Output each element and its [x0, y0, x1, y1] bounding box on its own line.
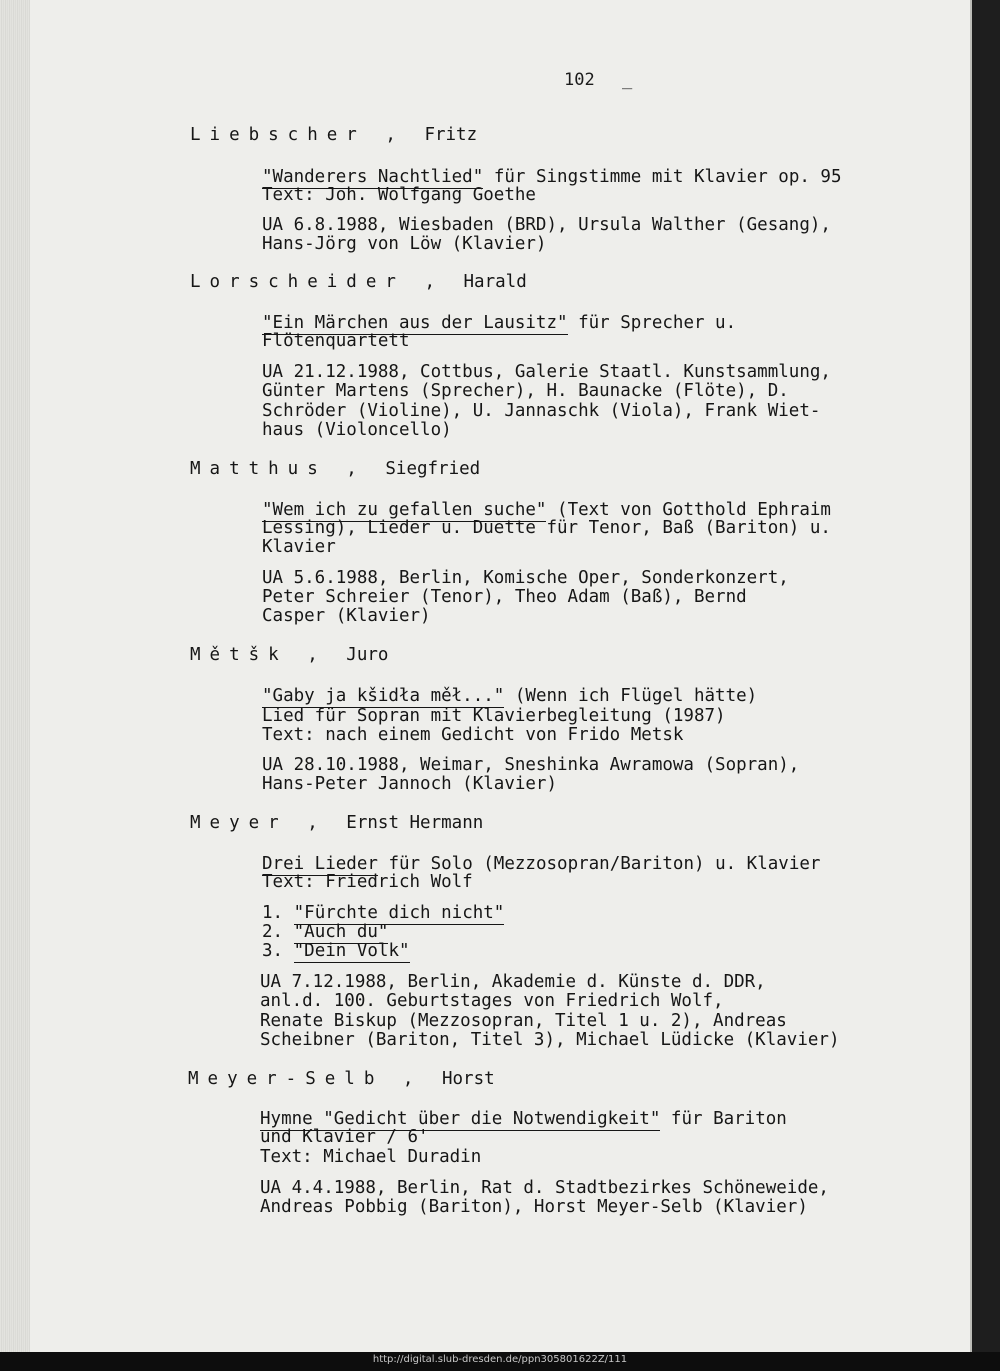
work-title: "Wem ich zu gefallen suche" [262, 500, 547, 520]
song-number: 1. [262, 903, 284, 923]
page-mark: _ [622, 70, 633, 90]
composer-given-name: Ernst Hermann [346, 813, 484, 833]
composer-name: Mětšk , Juro [190, 645, 389, 665]
work-title: "Gaby ja kšidła měł..." [262, 686, 505, 706]
premiere-line: Andreas Pobbig (Bariton), Horst Meyer-Selb (Klavier) [260, 1197, 808, 1217]
composer-name: Liebscher , Fritz [190, 125, 478, 145]
song-item [262, 903, 504, 923]
document-page [30, 0, 972, 1352]
premiere-line: Hans-Peter Jannoch (Klavier) [262, 774, 558, 794]
page-number: 102 [564, 70, 595, 90]
song-item [262, 922, 388, 942]
composer-surname: Matthus [190, 459, 327, 479]
composer-name: Matthus , Siegfried [190, 459, 481, 479]
composer-given-name: Harald [463, 272, 527, 292]
composer-surname: Lorscheider [190, 272, 405, 292]
work-title-line [262, 686, 757, 706]
song-number: 2. [262, 922, 284, 942]
work-title: "Ein Märchen aus der Lausitz" [262, 313, 568, 333]
work-title-rest: (Wenn ich Flügel hätte) [514, 686, 758, 706]
premiere-line: UA 4.4.1988, Berlin, Rat d. Stadtbezirkes Schöneweide, [260, 1178, 829, 1198]
work-title-line [262, 313, 736, 333]
premiere-line: Günter Martens (Sprecher), H. Baunacke (Flöte), D. [262, 381, 789, 401]
composer-given-name: Siegfried [385, 459, 481, 479]
premiere-line: anl.d. 100. Geburtstages von Friedrich Wolf, [260, 991, 724, 1011]
work-title-rest: für Singstimme mit Klavier op. 95 [493, 167, 842, 187]
premiere-line: Hans-Jörg von Löw (Klavier) [262, 234, 547, 254]
premiere-line: Peter Schreier (Tenor), Theo Adam (Baß), Bernd [262, 587, 747, 607]
song-title: "Auch du" [293, 922, 389, 942]
composer-given-name: Horst [441, 1069, 495, 1089]
work-title-line [260, 1109, 787, 1129]
composer-surname: Meyer-Selb [188, 1069, 384, 1089]
premiere-line: Casper (Klavier) [262, 606, 431, 626]
composer-surname: Meyer [190, 813, 288, 833]
work-title-line: Klavier [262, 537, 336, 557]
source-url: http://digital.slub-dresden.de/ppn305801622Z/111 [372, 1354, 628, 1365]
song-title: "Dein Volk" [293, 941, 410, 961]
composer-given-name: Juro [346, 645, 389, 665]
composer-given-name: Fritz [424, 125, 478, 145]
work-title-rest: für Solo (Mezzosopran/Bariton) u. Klavier [388, 854, 821, 874]
premiere-line: UA 28.10.1988, Weimar, Sneshinka Awramowa (Sopran), [262, 755, 800, 775]
composer-name: Lorscheider , Harald [190, 272, 527, 292]
premiere-line: UA 7.12.1988, Berlin, Akademie d. Künste d. DDR, [260, 972, 766, 992]
premiere-line: haus (Violoncello) [262, 420, 452, 440]
song-item [262, 941, 410, 961]
work-title-rest: für Sprecher u. [578, 313, 737, 333]
work-title-line: Flötenquartett [262, 331, 410, 351]
text-credit: Text: Friedrich Wolf [262, 872, 473, 892]
text-credit: Text: Joh. Wolfgang Goethe [262, 185, 536, 205]
text-credit: Text: nach einem Gedicht von Frido Metsk [262, 725, 684, 745]
work-title-line: und Klavier / 6' [260, 1127, 429, 1147]
song-number: 3. [262, 941, 284, 961]
premiere-line: UA 6.8.1988, Wiesbaden (BRD), Ursula Walther (Gesang), [262, 215, 831, 235]
song-title: "Fürchte dich nicht" [293, 903, 505, 923]
premiere-line: UA 21.12.1988, Cottbus, Galerie Staatl. Kunstsammlung, [262, 362, 831, 382]
work-title-line: Lessing), Lieder u. Duette für Tenor, Baß (Bariton) u. [262, 518, 831, 538]
composer-surname: Mětšk [190, 645, 288, 665]
premiere-line: Schröder (Violine), U. Jannaschk (Viola), Frank Wiet- [262, 401, 821, 421]
work-title-line [262, 500, 831, 520]
composer-name: Meyer-Selb , Horst [188, 1069, 495, 1089]
scan-margin-right [972, 0, 1000, 1371]
composer-name: Meyer , Ernst Hermann [190, 813, 484, 833]
composer-surname: Liebscher [190, 125, 366, 145]
work-title-line [262, 167, 842, 187]
work-title: Hymne "Gedicht über die Notwendigkeit" [260, 1109, 661, 1129]
work-title: Drei Lieder [262, 854, 378, 874]
premiere-line: UA 5.6.1988, Berlin, Komische Oper, Sonderkonzert, [262, 568, 789, 588]
work-title: "Wanderers Nachtlied" [262, 167, 484, 187]
work-title-rest: (Text von Gotthold Ephraim [557, 500, 831, 520]
work-title-line [262, 854, 820, 874]
text-credit: Text: Michael Duradin [260, 1147, 482, 1167]
premiere-line: Scheibner (Bariton, Titel 3), Michael Lüdicke (Klavier) [260, 1030, 840, 1050]
work-title-line: Lied für Sopran mit Klavierbegleitung (1987) [262, 706, 726, 726]
premiere-line: Renate Biskup (Mezzosopran, Titel 1 u. 2), Andreas [260, 1011, 787, 1031]
work-title-rest: für Bariton [670, 1109, 787, 1129]
